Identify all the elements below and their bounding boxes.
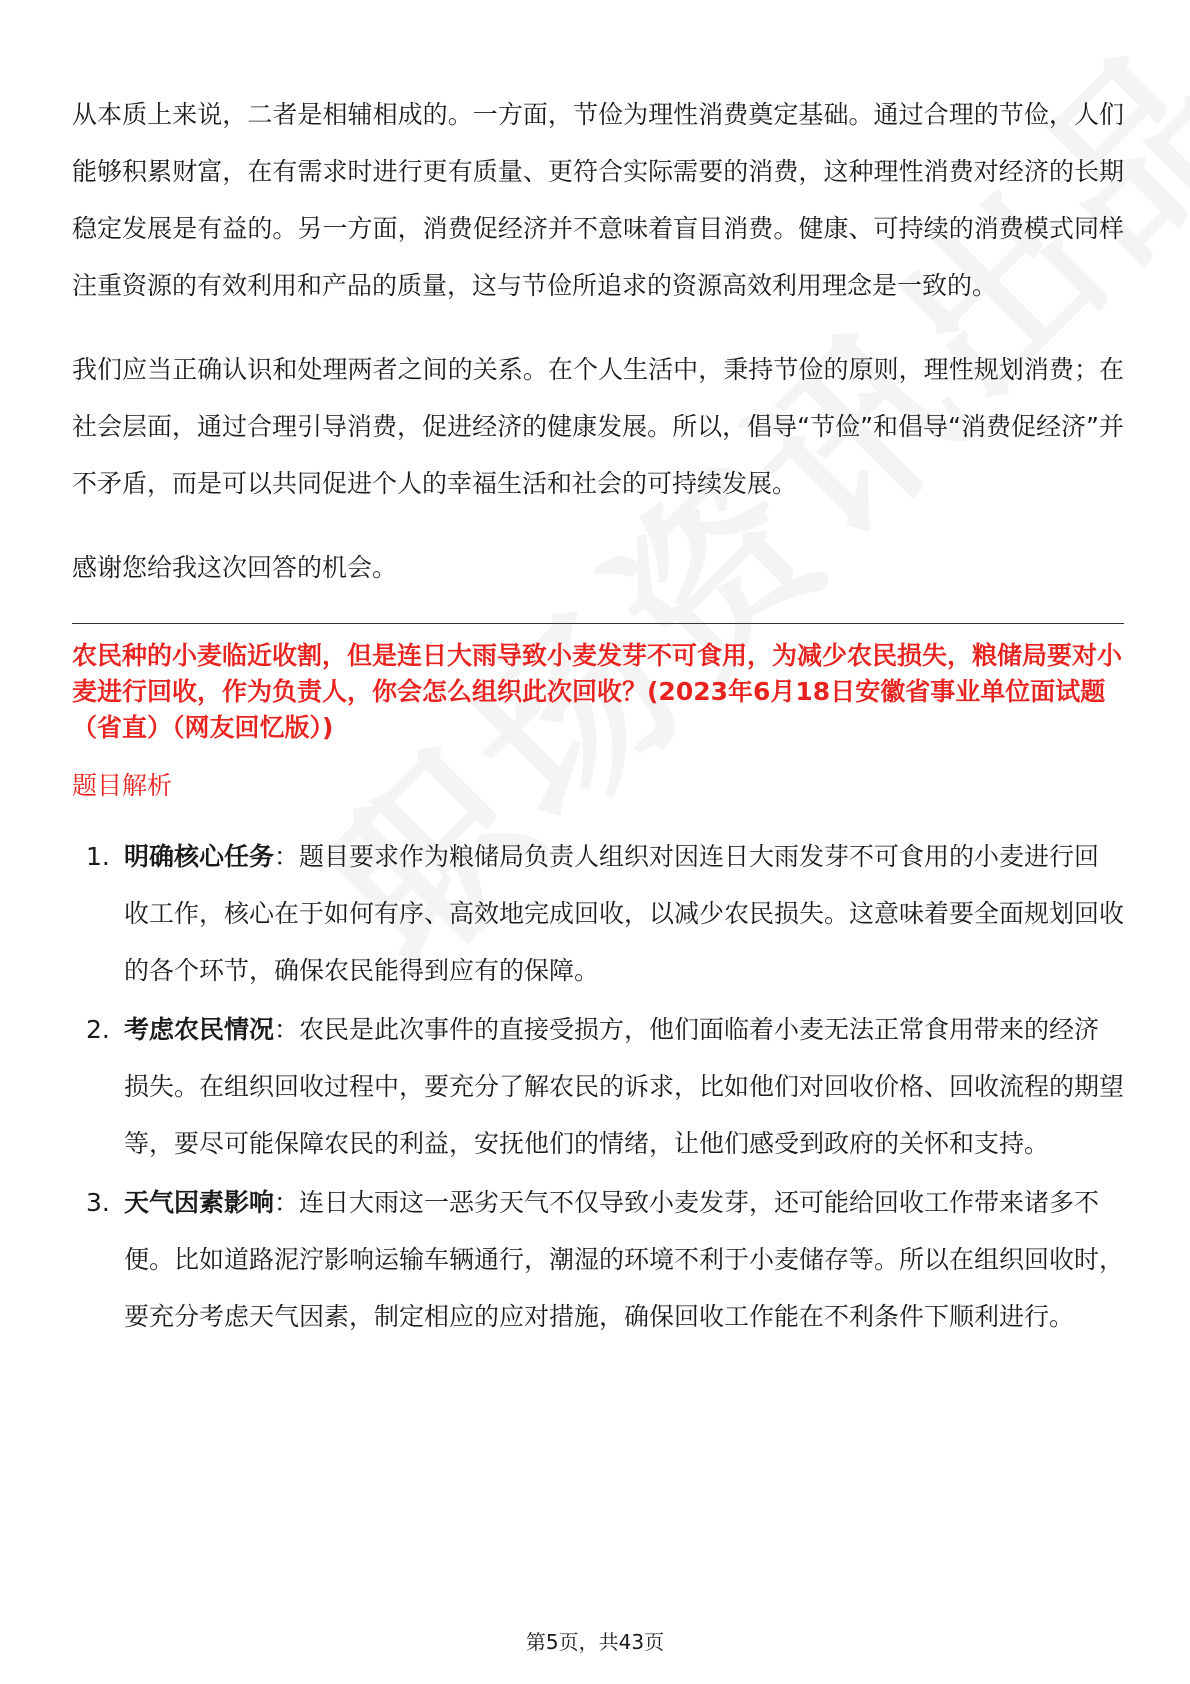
list-item-separator: ： [274, 1015, 300, 1044]
list-item-title: 明确核心任务 [124, 842, 275, 871]
list-item [72, 1001, 1124, 1172]
paragraph-relationship: 从本质上来说，二者是相辅相成的。一方面，节俭为理性消费奠定基础。通过合理的节俭，人们能够积累财富，在有需求时进行更有质量、更符合实际需要的消费，这种理性消费对经济的长期稳定发展是有益的。另一方面，消费促经济并不意味着盲目消费。健康、可持续的消费模式同样注重资源的有效利用和产品的质量，这与节俭所追求的资源高效利用理念是一致的。 [72, 100, 1124, 300]
list-item [72, 1174, 1124, 1345]
list-item-title: 考虑农民情况 [124, 1015, 275, 1044]
question-heading: 农民种的小麦临近收割，但是连日大雨导致小麦发芽不可食用，为减少农民损失，粮储局要对小麦进行回收，作为负责人，你会怎么组织此次回收？(2023年6月18日安徽省事业单位面试题（省直）（网友回忆版）) [72, 641, 1123, 742]
list-item-separator: ： [274, 1188, 300, 1217]
list-item-title: 天气因素影响 [124, 1188, 275, 1217]
section-divider [72, 623, 1124, 624]
list-item-number: 3. [86, 1188, 110, 1217]
paragraph-conclusion: 我们应当正确认识和处理两者之间的关系。在个人生活中，秉持节俭的原则，理性规划消费；在社会层面，通过合理引导消费，促进经济的健康发展。所以，倡导“节俭”和倡导“消费促经济”并不矛盾，而是可以共同促进个人的幸福生活和社会的可持续发展。 [72, 355, 1124, 498]
list-item [72, 828, 1124, 999]
page-content [72, 86, 1124, 1347]
paragraph-thanks: 感谢您给我这次回答的机会。 [72, 553, 398, 582]
analysis-section-title: 题目解析 [72, 771, 173, 800]
list-item-text: 连日大雨这一恶劣天气不仅导致小麦发芽，还可能给回收工作带来诸多不便。比如道路泥泞影响运输车辆通行，潮湿的环境不利于小麦储存等。所以在组织回收时，要充分考虑天气因素，制定相应的应对措施，确保回收工作能在不利条件下顺利进行。 [124, 1188, 1125, 1331]
list-item-number: 2. [86, 1015, 110, 1044]
analysis-list [72, 828, 1124, 1345]
list-item-text: 题目要求作为粮储局负责人组织对因连日大雨发芽不可食用的小麦进行回收工作，核心在于如何有序、高效地完成回收，以减少农民损失。这意味着要全面规划回收的各个环节，确保农民能得到应有的保障。 [124, 842, 1125, 985]
list-item-separator: ： [274, 842, 300, 871]
page-number-footer: 第5页，共43页 [525, 1630, 665, 1654]
list-item-number: 1. [86, 842, 110, 871]
list-item-text: 农民是此次事件的直接受损方，他们面临着小麦无法正常食用带来的经济损失。在组织回收过程中，要充分了解农民的诉求，比如他们对回收价格、回收流程的期望等，要尽可能保障农民的利益，安抚他们的情绪，让他们感受到政府的关怀和支持。 [124, 1015, 1125, 1158]
